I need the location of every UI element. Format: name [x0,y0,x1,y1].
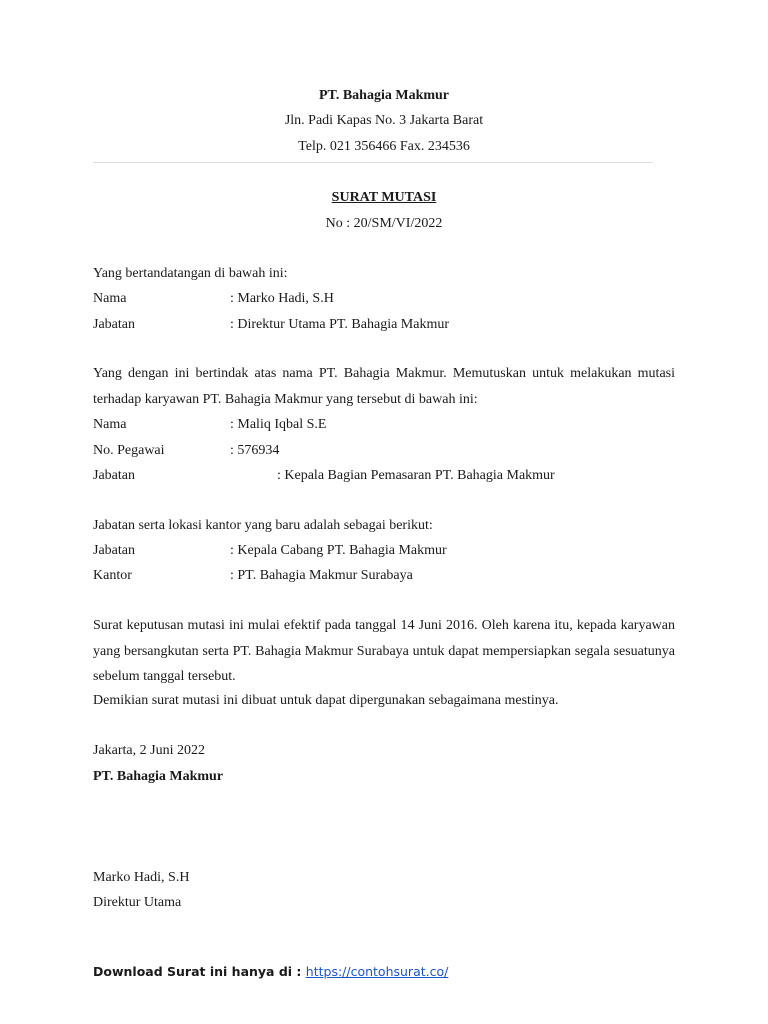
signatory-position-value: : Direktur Utama PT. Bahagia Makmur [230,317,450,332]
signer-name: Marko Hadi, S.H [93,870,190,885]
closing-paragraph: Demikian surat mutasi ini dibuat untuk dapat dipergunakan sebagaimana mestinya. [93,693,559,708]
header-divider [93,162,653,163]
signer-title: Direktur Utama [93,895,182,910]
signature-company: PT. Bahagia Makmur [93,769,224,784]
employee-id-label: No. Pegawai [93,443,165,458]
company-phone: Telp. 021 356466 Fax. 234536 [298,139,470,154]
employee-name-label: Nama [93,417,127,432]
effective-paragraph: Surat keputusan mutasi ini mulai efektif pada tanggal 14 Juni 2016. Oleh karena itu, kepada karyawan yang bersangkutan serta PT. Bahagia Makmur Surabaya untuk dapat mempersiapkan segala sesuatunya sebelum tanggal tersebut. [93,618,675,684]
letter-title: SURAT MUTASI [331,190,437,205]
signatory-name-label: Nama [93,291,127,306]
employee-name-value: : Maliq Iqbal S.E [230,417,327,432]
signatory-position-label: Jabatan [93,317,135,332]
download-label: Download Surat ini hanya di : [93,964,306,979]
letter-title-wrap [0,189,768,207]
employee-position-value: : Kepala Bagian Pemasaran PT. Bahagia Makmur [277,468,555,483]
new-office-label: Kantor [93,568,132,583]
signatory-intro: Yang bertandatangan di bawah ini: [93,266,288,281]
employee-id-value: : 576934 [230,443,280,458]
employee-position-label: Jabatan [93,468,135,483]
new-assignment-intro: Jabatan serta lokasi kantor yang baru adalah sebagai berikut: [93,518,433,533]
place-date: Jakarta, 2 Juni 2022 [93,743,205,758]
new-position-value: : Kepala Cabang PT. Bahagia Makmur [230,543,447,558]
company-address: Jln. Padi Kapas No. 3 Jakarta Barat [284,113,484,128]
signatory-name-value: : Marko Hadi, S.H [230,291,334,306]
download-footer [93,963,448,981]
new-position-label: Jabatan [93,543,135,558]
letter-number: No : 20/SM/VI/2022 [325,216,443,231]
new-office-value: : PT. Bahagia Makmur Surabaya [230,568,413,583]
download-link[interactable]: https://contohsurat.co/ [305,964,449,979]
company-name: PT. Bahagia Makmur [318,88,450,103]
decision-paragraph: Yang dengan ini bertindak atas nama PT. Bahagia Makmur. Memutuskan untuk melakukan mutasi terhadap karyawan PT. Bahagia Makmur yang tersebut di bawah ini: [93,366,675,407]
